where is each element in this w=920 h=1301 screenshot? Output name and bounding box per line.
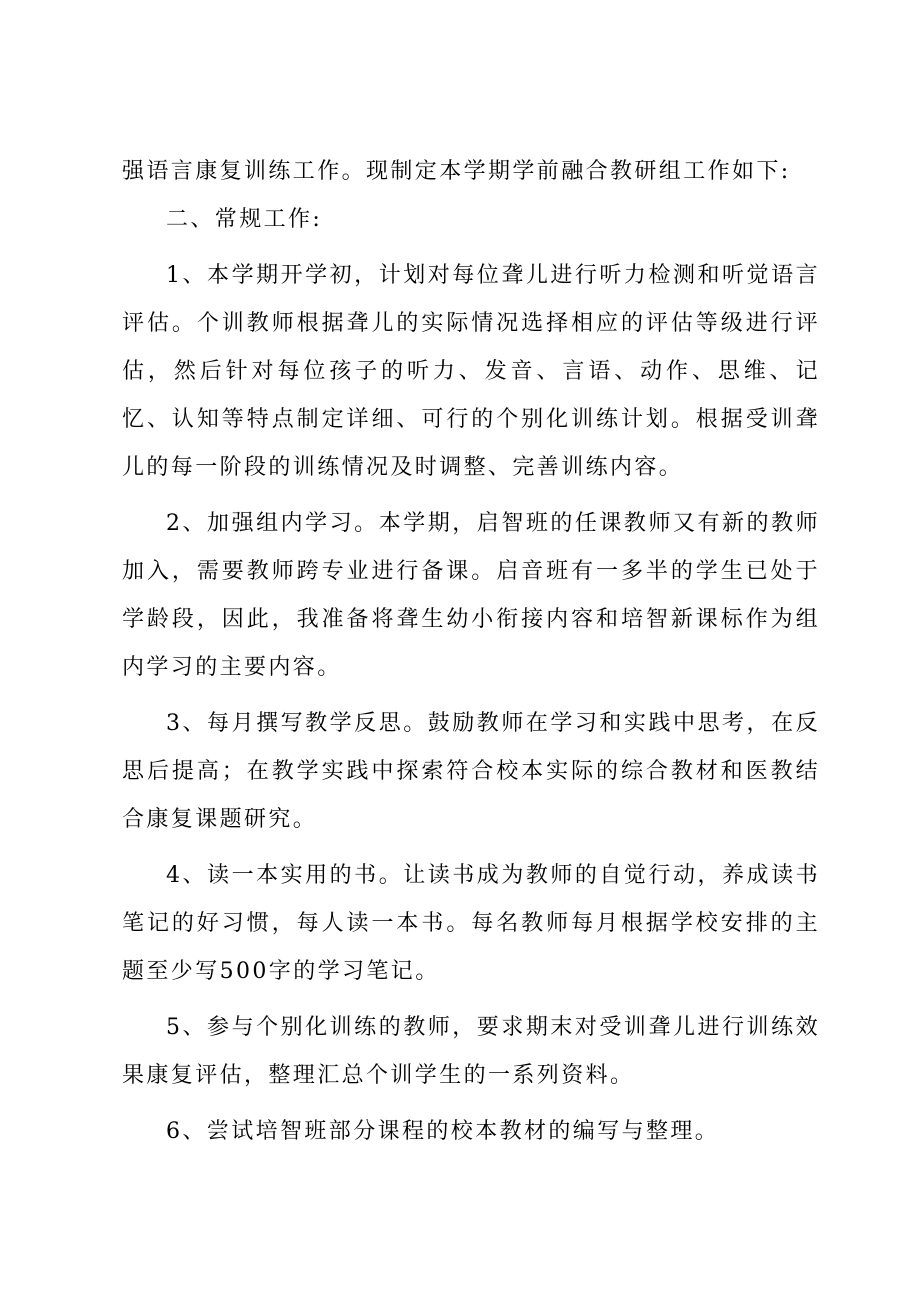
paragraph-item-2: 2、加强组内学习。本学期，启智班的任课教师又有新的教师加入，需要教师跨专业进行备课。启音班有一多半的学生已处于学龄段，因此，我准备将聋生幼小衔接内容和培智新课标作为组内学习的主要内容。 [122,511,820,680]
document-body [122,148,820,1156]
paragraph-intro-continuation: 强语言康复训练工作。现制定本学期学前融合教研组工作如下: [122,159,791,184]
paragraph-item-6: 6、尝试培智班部分课程的校本教材的编写与整理。 [166,1119,720,1144]
paragraph-item-3: 3、每月撰写教学反思。鼓励教师在学习和实践中思考，在反思后提高；在教学实践中探索符合校本实际的综合教材和医教结合康复课题研究。 [122,711,820,832]
paragraph-item-5: 5、参与个别化训练的教师，要求期末对受训聋儿进行训练效果康复评估，整理汇总个训学生的一系列资料。 [122,1015,820,1088]
section-heading-routine-work: 二、常规工作: [166,207,323,232]
paragraph-item-4: 4、读一本实用的书。让读书成为教师的自觉行动，养成读书笔记的好习惯，每人读一本书。每名教师每月根据学校安排的主题至少写500字的学习笔记。 [122,863,820,984]
paragraph-item-1: 1、本学期开学初，计划对每位聋儿进行听力检测和听觉语言评估。个训教师根据聋儿的实际情况选择相应的评估等级进行评估，然后针对每位孩子的听力、发音、言语、动作、思维、记忆、认知等特点制定详细、可行的个别化训练计划。根据受训聋儿的每一阶段的训练情况及时调整、完善训练内容。 [122,263,820,480]
